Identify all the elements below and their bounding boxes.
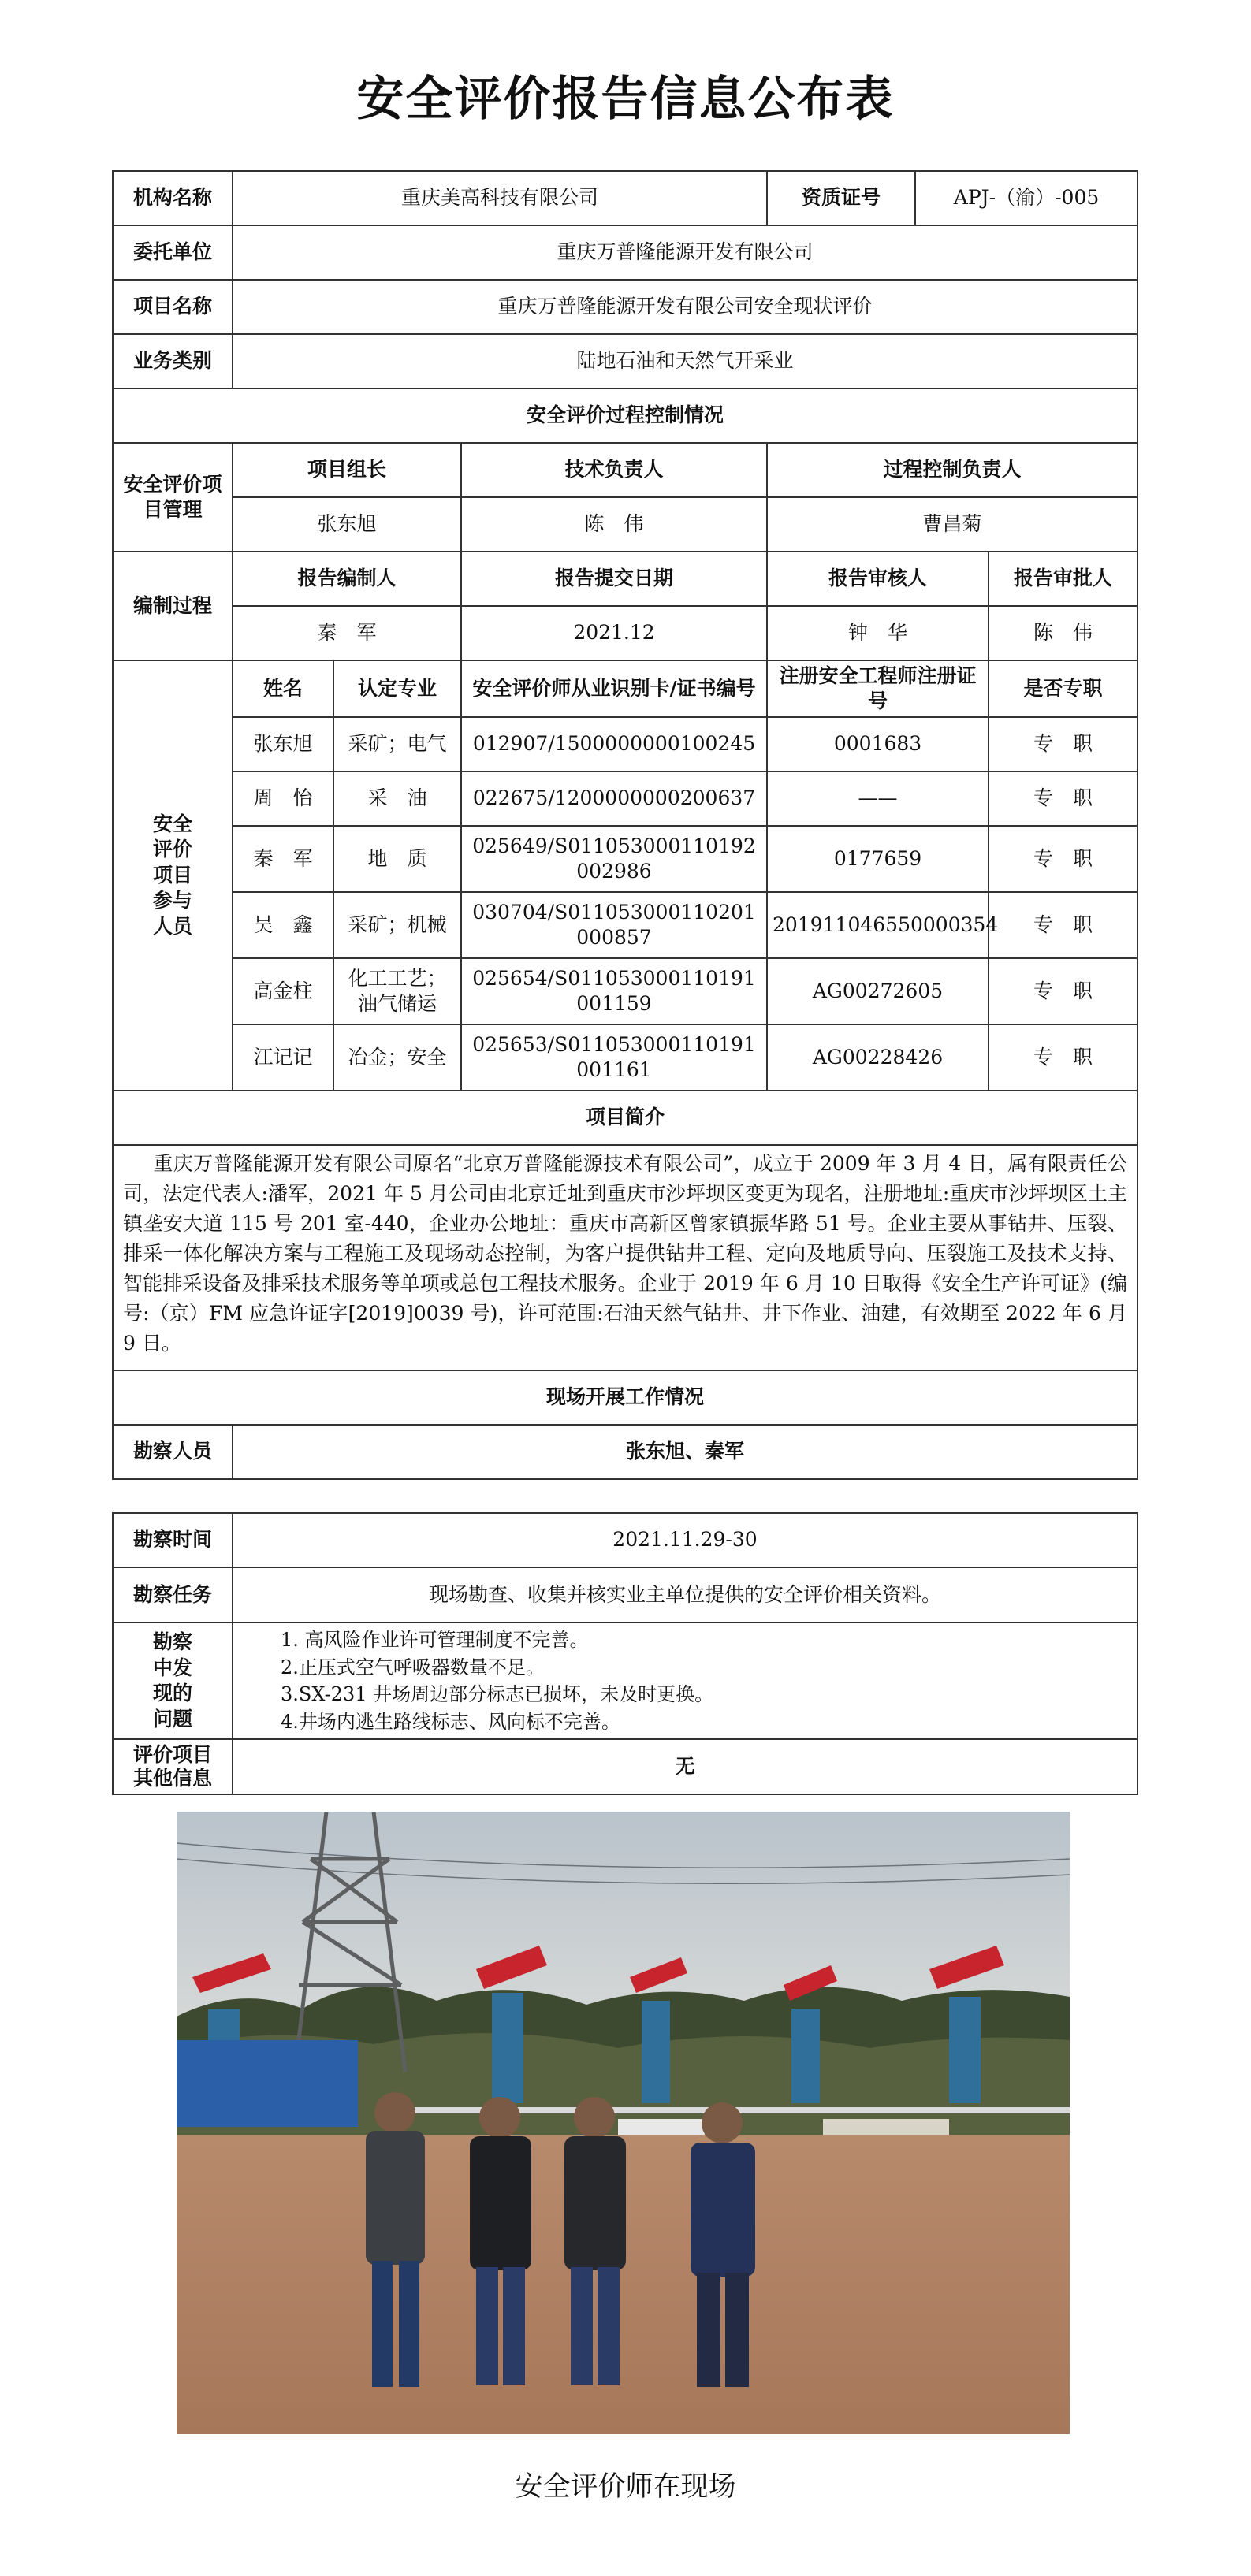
compile-date: 2021.12 bbox=[461, 606, 767, 660]
intro-text bbox=[113, 1145, 1137, 1370]
staff-label: 安全评价项目参与人员 bbox=[113, 660, 233, 1091]
staff-header-fulltime: 是否专职 bbox=[989, 660, 1137, 717]
staff-reg: AG00228426 bbox=[767, 1024, 989, 1091]
table-row bbox=[113, 717, 1137, 771]
surveyors-value: 张东旭、秦军 bbox=[233, 1425, 1137, 1479]
staff-card: 025653/S011053000110191001161 bbox=[461, 1024, 767, 1091]
staff-name: 张东旭 bbox=[233, 717, 333, 771]
project-label: 项目名称 bbox=[113, 280, 233, 334]
survey-task-label: 勘察任务 bbox=[113, 1567, 233, 1623]
staff-fulltime: 专 职 bbox=[989, 771, 1137, 826]
staff-fulltime: 专 职 bbox=[989, 717, 1137, 771]
table-row bbox=[113, 826, 1137, 892]
table-row bbox=[113, 1024, 1137, 1091]
cert-number: APJ-（渝）-005 bbox=[915, 171, 1137, 225]
process-header: 安全评价过程控制情况 bbox=[113, 388, 1137, 443]
survey-task-value: 现场勘查、收集并核实业主单位提供的安全评价相关资料。 bbox=[233, 1567, 1137, 1623]
page-title: 安全评价报告信息公布表 bbox=[356, 72, 895, 127]
staff-reg: 0001683 bbox=[767, 717, 989, 771]
compile-approver: 陈 伟 bbox=[989, 606, 1137, 660]
staff-name: 秦 军 bbox=[233, 826, 333, 892]
staff-name: 吴 鑫 bbox=[233, 892, 333, 958]
staff-name: 江记记 bbox=[233, 1024, 333, 1091]
staff-header-card: 安全评价师从业识别卡/证书编号 bbox=[461, 660, 767, 717]
staff-header-reg: 注册安全工程师注册证号 bbox=[767, 660, 989, 717]
staff-fulltime: 专 职 bbox=[989, 958, 1137, 1024]
staff-card: 012907/1500000000100245 bbox=[461, 717, 767, 771]
management-tech: 陈 伟 bbox=[461, 497, 767, 552]
compile-header-approver: 报告审批人 bbox=[989, 552, 1137, 606]
staff-card: 030704/S011053000110201000857 bbox=[461, 892, 767, 958]
management-header-process: 过程控制负责人 bbox=[767, 443, 1137, 497]
management-process: 曹昌菊 bbox=[767, 497, 1137, 552]
survey-time-value: 2021.11.29-30 bbox=[233, 1513, 1137, 1567]
management-header-leader: 项目组长 bbox=[233, 443, 461, 497]
compile-reviewer: 钟 华 bbox=[767, 606, 989, 660]
photo-caption: 安全评价师在现场 bbox=[515, 2471, 736, 2503]
compile-label: 编制过程 bbox=[113, 552, 233, 660]
intro-header: 项目简介 bbox=[113, 1091, 1137, 1145]
staff-card: 025654/S011053000110191001159 bbox=[461, 958, 767, 1024]
list-item: 4.井场内逃生路线标志、风向标不完善。 bbox=[281, 1710, 620, 1733]
staff-name: 周 怡 bbox=[233, 771, 333, 826]
intro-body: 重庆万普隆能源开发有限公司原名“北京万普隆能源技术有限公司”，成立于 2009 年 3 月 4 日，属有限责任公司，法定代表人:潘军，2021 年 5 月公司由北京迁址到重庆市沙坪坝区变更为现名，注册地址:重庆市沙坪坝区土主镇垄安大道 115 号 201 室-440，企业办公地址：重庆市高新区曾家镇振华路 51 号。企业主要从事钻井、压裂、排采一体化解决方案与工程施工及现场动态控制，为客户提供钻井工程、定向及地质导向、压裂施工及技术支持、智能排采设备及排采技术服务等单项或总包工程技术服务。企业于 2019 年 6 月 10 日取得《安全生产许可证》(编号:（京）FM 应急许证字[2019]0039 号)，许可范围:石油天然气钻井、井下作业、油建，有效期至 2022 年 6 月 9 日。 bbox=[123, 1152, 1128, 1355]
staff-reg: 0177659 bbox=[767, 826, 989, 892]
staff-fulltime: 专 职 bbox=[989, 1024, 1137, 1091]
survey-time-label: 勘察时间 bbox=[113, 1513, 233, 1567]
staff-header-major: 认定专业 bbox=[333, 660, 461, 717]
staff-major: 采矿；电气 bbox=[333, 717, 461, 771]
other-label: 评价项目其他信息 bbox=[113, 1739, 233, 1794]
staff-major: 地 质 bbox=[333, 826, 461, 892]
site-photo bbox=[177, 1812, 1070, 2434]
list-item: 3.SX-231 井场周边部分标志已损坏，未及时更换。 bbox=[281, 1683, 714, 1706]
management-leader: 张东旭 bbox=[233, 497, 461, 552]
cert-label: 资质证号 bbox=[767, 171, 915, 225]
staff-header-name: 姓名 bbox=[233, 660, 333, 717]
staff-fulltime: 专 职 bbox=[989, 892, 1137, 958]
management-label: 安全评价项目管理 bbox=[113, 443, 233, 552]
compile-header-date: 报告提交日期 bbox=[461, 552, 767, 606]
info-table bbox=[112, 170, 1138, 1480]
staff-major: 采矿；机械 bbox=[333, 892, 461, 958]
staff-reg: AG00272605 bbox=[767, 958, 989, 1024]
compile-header-author: 报告编制人 bbox=[233, 552, 461, 606]
project-value: 重庆万普隆能源开发有限公司安全现状评价 bbox=[233, 280, 1137, 334]
client-value: 重庆万普隆能源开发有限公司 bbox=[233, 225, 1137, 280]
compile-header-reviewer: 报告审核人 bbox=[767, 552, 989, 606]
org-name: 重庆美高科技有限公司 bbox=[233, 171, 767, 225]
staff-fulltime: 专 职 bbox=[989, 826, 1137, 892]
staff-major: 化工工艺；油气储运 bbox=[333, 958, 461, 1024]
list-item: 1. 高风险作业许可管理制度不完善。 bbox=[281, 1629, 589, 1651]
client-label: 委托单位 bbox=[113, 225, 233, 280]
staff-reg: —— bbox=[767, 771, 989, 826]
table-row bbox=[113, 892, 1137, 958]
staff-card: 022675/1200000000200637 bbox=[461, 771, 767, 826]
business-value: 陆地石油和天然气开采业 bbox=[233, 334, 1137, 388]
staff-name: 高金柱 bbox=[233, 958, 333, 1024]
table-row bbox=[113, 771, 1137, 826]
compile-author: 秦 军 bbox=[233, 606, 461, 660]
staff-reg: 201911046550000354 bbox=[767, 892, 989, 958]
staff-major: 冶金；安全 bbox=[333, 1024, 461, 1091]
surveyors-label: 勘察人员 bbox=[113, 1425, 233, 1479]
business-label: 业务类别 bbox=[113, 334, 233, 388]
site-header: 现场开展工作情况 bbox=[113, 1370, 1137, 1425]
issues-list bbox=[233, 1623, 1137, 1739]
list-item: 2.正压式空气呼吸器数量不足。 bbox=[281, 1656, 545, 1678]
other-value: 无 bbox=[233, 1739, 1137, 1794]
issues-label: 勘察中发现的问题 bbox=[113, 1623, 233, 1739]
management-header-tech: 技术负责人 bbox=[461, 443, 767, 497]
org-name-label: 机构名称 bbox=[113, 171, 233, 225]
staff-major: 采 油 bbox=[333, 771, 461, 826]
table-row bbox=[113, 958, 1137, 1024]
staff-card: 025649/S011053000110192002986 bbox=[461, 826, 767, 892]
survey-table bbox=[112, 1512, 1138, 1795]
